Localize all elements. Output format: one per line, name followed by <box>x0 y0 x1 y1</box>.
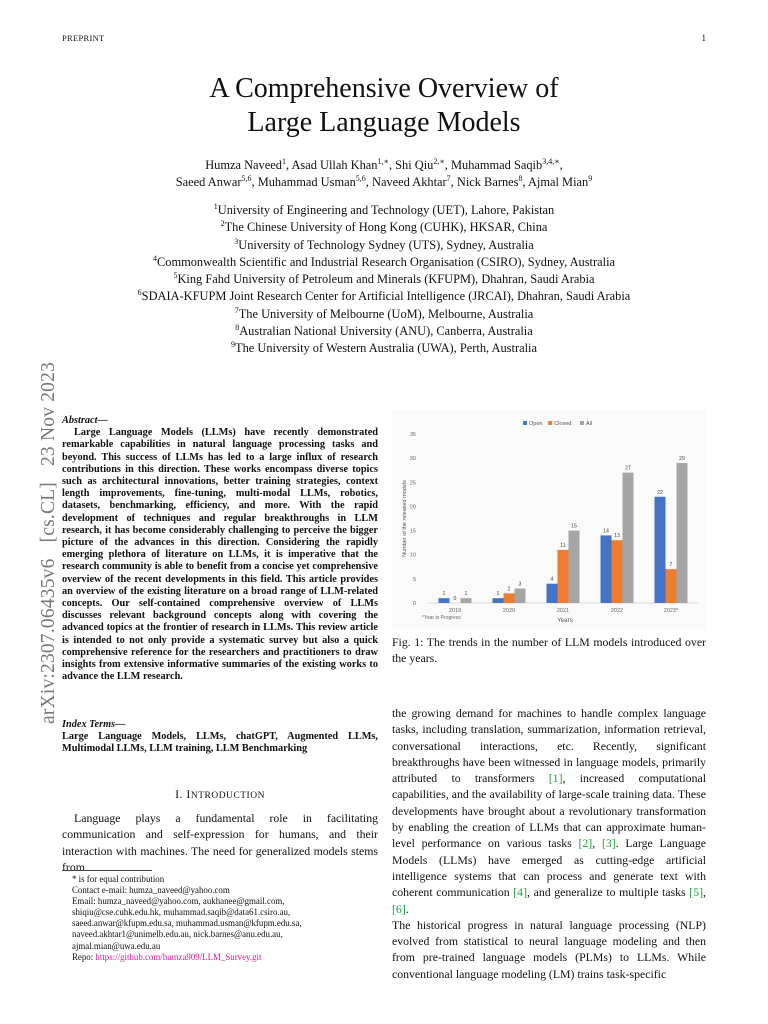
author-name: Humza Naveed <box>205 158 282 172</box>
legend-swatch-all <box>580 421 584 425</box>
repo-label: Repo: <box>72 951 96 962</box>
index-terms-label: Index Terms— <box>62 719 126 730</box>
page-number: 1 <box>701 33 706 43</box>
citation-link[interactable]: [4] <box>513 885 528 900</box>
intro-paragraph: Language plays a fundamental role in facilitating communication and self-expression for humans, and their interaction with machines. The need for generalized models stems from <box>62 811 378 874</box>
footnote-email-3: saeed.anwar@kfupm.edu.sa, muhammad.usman@kfupm.edu.sa, <box>72 918 302 929</box>
data-label: 15 <box>571 523 577 530</box>
arxiv-id: arXiv:2307.06435v6 <box>38 558 59 724</box>
author-affiliation-marker: 3,4,∗ <box>542 156 560 166</box>
x-tick-label: 2019 <box>448 608 462 614</box>
citation-link[interactable]: [5] <box>689 885 704 900</box>
legend-swatch-closed <box>548 421 552 425</box>
bar-open <box>439 598 450 603</box>
affiliation-text: King Fahd University of Petroleum and Minerals (KFUPM), Dhahran, Saudi Arabia <box>177 272 595 287</box>
author-affiliation-marker: 2,∗ <box>433 156 445 166</box>
data-label: 3 <box>518 581 522 588</box>
text-run: the growing demand for machines to handle complex language tasks, including translation, summarization, information retrieval, conversational interactions, etc. Recently, significant breakthroughs have been witnessed in language models, primarily attributed to transformers <box>392 706 706 786</box>
affiliation-text: University of Engineering and Technology (UET), Lahore, Pakistan <box>217 203 555 217</box>
footnote-email-4: naveed.akhtar1@unimelb.edu.au, nick.barnes@anu.edu.au, <box>72 929 283 940</box>
data-label: 1 <box>496 591 500 598</box>
y-tick-label: 5 <box>412 576 416 583</box>
affiliation-marker: 9 <box>231 340 236 350</box>
bar-all <box>677 463 688 603</box>
author-name: Shi Qiu <box>395 158 434 172</box>
footnotes <box>62 870 378 963</box>
text-run: , <box>592 836 602 851</box>
bar-closed <box>558 550 569 603</box>
abstract-text: Large Language Models (LLMs) have recently demonstrated remarkable capabilities in natural language processing tasks and beyond. This success of LLMs has led to a large influx of research contributions in this direction. These works encompass diverse topics such as architectural innovations, better training strategies, context length improvements, fine-tuning, multi-modal LLMs, robotics, datasets, benchmarking, efficiency, and more. With the rapid development of techniques and regular breakthroughs in LLM research, it has become considerably challenging to perceive the bigger picture of the advances in this direction. Considering the rapidly emerging plethora of literature on LLMs, it is imperative that the research community is able to benefit from a concise yet comprehensive overview of the recent developments in this field. This article provides an overview of the existing literature on a broad range of LLM-related concepts. Our self-contained comprehensive overview of LLMs discusses relevant background concepts along with covering the advanced topics at the frontier of research in LLMs. This review article is intended to not only provide a systematic survey but also a quick comprehensive reference for the researchers and practitioners to draw insights from extensive informative summaries of the existing works to advance the LLM research. <box>62 427 378 683</box>
index-terms-text: Large Language Models, LLMs, chatGPT, Augmented LLMs, Multimodal LLMs, LLM training, LLM Benchmarking <box>62 731 378 755</box>
text-run: . Large Language Models (LLMs) have emerged as cutting-edge artificial intelligence systems that can process and generate text with coherent communication <box>392 836 706 900</box>
affiliation-list <box>0 202 768 358</box>
bar-closed <box>612 540 623 603</box>
title-line-2: Large Language Models <box>247 107 521 138</box>
affiliation <box>0 306 768 323</box>
affiliation <box>0 254 768 271</box>
data-label: 1 <box>464 591 468 598</box>
affiliation-marker: 3 <box>234 236 239 246</box>
affiliation-marker: 4 <box>152 253 157 263</box>
footnote-contact: Contact e-mail: humza_naveed@yahoo.com <box>72 885 230 896</box>
x-axis-title: Years <box>557 617 573 624</box>
y-tick-label: 20 <box>409 504 416 511</box>
affiliation <box>0 202 768 219</box>
bar-open <box>601 535 612 603</box>
right-column-text <box>392 705 706 982</box>
footnote-email-1: Email: humza_naveed@yahoo.com, aukhanee@gmail.com, <box>72 896 285 907</box>
legend-swatch-open <box>523 421 527 425</box>
bar-closed <box>504 593 515 603</box>
data-label: 29 <box>679 455 685 462</box>
affiliation-marker: 7 <box>234 305 239 315</box>
arxiv-category: [cs.CL] <box>38 482 59 543</box>
authors-line-2: Saeed Anwar$^{5,6}$, Muhammad Usman$^{5,6}$, Naveed Akhtar$^7$, Nick Barnes$^8$, Ajmal Mian$^9$ <box>175 173 593 189</box>
author-name: Saeed Anwar <box>175 175 242 189</box>
affiliation <box>0 271 768 288</box>
author-affiliation-marker: 1,∗ <box>377 156 389 166</box>
footnote-email-2: shiqiu@cse.cuhk.edu.hk, muhammad.saqib@data61.csiro.au, <box>72 907 291 918</box>
affiliation-text: University of Technology Sydney (UTS), Sydney, Australia <box>238 237 534 252</box>
bar-open <box>493 598 504 603</box>
data-label: 4 <box>550 576 554 583</box>
y-axis-title: Number of the released models <box>402 480 408 557</box>
data-label: 2 <box>507 586 511 593</box>
figure-1-chart <box>392 410 706 628</box>
authors-line-1: Humza Naveed$^1$, Asad Ullah Khan$^{1,∗}$, Shi Qiu$^{2,∗}$, Muhammad Saqib$^{3,4,∗}$, <box>205 156 563 172</box>
affiliation <box>0 340 768 357</box>
y-tick-label: 10 <box>409 552 416 559</box>
affiliation <box>0 237 768 254</box>
affiliation-text: Australian National University (ANU), Canberra, Australia <box>239 324 533 339</box>
bar-closed <box>666 569 677 603</box>
affiliation-marker: 8 <box>235 322 240 332</box>
repo-link[interactable]: https://github.com/humza909/LLM_Survey.git <box>95 951 262 962</box>
abstract <box>62 415 378 683</box>
citation-link[interactable]: [3] <box>601 836 616 851</box>
author-name: Nick Barnes <box>456 175 519 189</box>
y-tick-label: 15 <box>409 528 416 535</box>
footnote-rule <box>62 870 152 871</box>
x-tick-label: 2020 <box>502 608 516 614</box>
author-affiliation-marker: 5,6 <box>355 173 366 183</box>
chart-note: *Year in Progress <box>422 615 461 621</box>
y-tick-label: 30 <box>409 456 416 463</box>
x-tick-label: 2022 <box>610 608 624 614</box>
title-line-1: A Comprehensive Overview of <box>209 73 559 104</box>
data-label: 13 <box>614 533 620 540</box>
bar-chart <box>392 410 706 628</box>
running-header: PREPRINT <box>62 33 105 43</box>
text-run: , increased computational capabilities, and the availability of large-scale training data. These developments have brought about a revolutionary transformation by enabling the creation of LLMs that can approximate human-level performance on various tasks <box>392 771 706 851</box>
legend-label: Closed <box>554 421 572 427</box>
citation-link[interactable]: [6] <box>392 901 406 916</box>
affiliation <box>0 288 768 305</box>
arxiv-date: 23 Nov 2023 <box>38 361 59 467</box>
abstract-label: Abstract— <box>62 415 108 426</box>
author-affiliation-marker: 1 <box>281 156 286 166</box>
affiliation <box>0 219 768 236</box>
author-name: Asad Ullah Khan <box>291 158 378 172</box>
footnote-repo <box>62 952 378 963</box>
author-affiliation-marker: 5,6 <box>241 173 252 183</box>
legend-label: All <box>586 421 593 427</box>
figure-caption: Fig. 1: The trends in the number of LLM models introduced over the years. <box>392 635 706 665</box>
data-label: 0 <box>453 596 457 602</box>
bar-all <box>569 531 580 603</box>
footnote-equal: * is for equal contribution <box>72 874 165 884</box>
y-tick-label: 25 <box>409 480 416 487</box>
data-label: 1 <box>442 591 446 598</box>
section-heading-text: I. INTRODUCTION <box>175 787 265 801</box>
affiliation-text: The University of Western Australia (UWA), Perth, Australia <box>235 341 537 356</box>
affiliation-marker: 1 <box>213 201 218 211</box>
author-name: Naveed Akhtar <box>372 175 447 189</box>
affiliation-text: SDAIA-KFUPM Joint Research Center for Artificial Intelligence (JRCAI), Dhahran, Saudi Arabia <box>141 289 631 304</box>
index-terms <box>62 719 378 756</box>
affiliation-text: The Chinese University of Hong Kong (CUHK), HKSAR, China <box>224 220 548 235</box>
citation-link[interactable]: [2] <box>578 836 593 851</box>
author-affiliation-marker: 9 <box>588 173 593 183</box>
affiliation-marker: 2 <box>220 219 225 229</box>
affiliation-text: Commonwealth Scientific and Industrial Research Organisation (CSIRO), Sydney, Australia <box>156 254 616 269</box>
author-name: Muhammad Usman <box>257 175 356 189</box>
author-affiliation-marker: 7 <box>446 173 451 183</box>
y-tick-label: 35 <box>409 432 416 438</box>
data-label: 22 <box>657 489 663 496</box>
author-name: Muhammad Saqib <box>451 158 543 172</box>
author-affiliation-marker: 8 <box>518 173 523 183</box>
bar-open <box>655 497 666 603</box>
bar-all <box>515 589 526 603</box>
y-tick-label: 0 <box>412 601 416 607</box>
data-label: 27 <box>625 465 631 472</box>
affiliation-marker: 6 <box>137 288 142 298</box>
bar-all <box>461 598 472 603</box>
affiliation <box>0 323 768 340</box>
affiliation-text: The University of Melbourne (UoM), Melbourne, Australia <box>238 306 534 321</box>
paragraph-history: The historical progress in natural language processing (NLP) evolved from statistical to neural language modeling and then from pre-trained language models (PLMs) to LLMs. While conventional language modeling (LM) trains task-specific <box>392 917 706 981</box>
x-tick-label: 2023* <box>663 608 679 614</box>
data-label: 11 <box>560 542 566 549</box>
author-name: Ajmal Mian <box>527 175 589 189</box>
footnote-email-5: ajmal.mian@uwa.edu.au <box>72 940 161 951</box>
data-label: 7 <box>669 562 673 569</box>
section-heading-smallcaps: NTRODUCTION <box>190 791 265 801</box>
section-heading <box>62 787 378 802</box>
data-label: 14 <box>603 528 609 535</box>
text-run: . <box>405 901 409 916</box>
affiliation-marker: 5 <box>173 271 178 281</box>
citation-link[interactable]: [1] <box>548 771 563 786</box>
bar-open <box>547 584 558 603</box>
paper-title <box>0 72 768 140</box>
bar-all <box>623 473 634 603</box>
x-tick-label: 2021 <box>556 608 570 614</box>
text-run: , and generalize to multiple tasks <box>527 885 690 900</box>
legend-label: Open <box>529 421 543 427</box>
author-list <box>0 157 768 191</box>
paragraph-continuation <box>392 705 706 917</box>
text-run: , <box>703 885 706 900</box>
